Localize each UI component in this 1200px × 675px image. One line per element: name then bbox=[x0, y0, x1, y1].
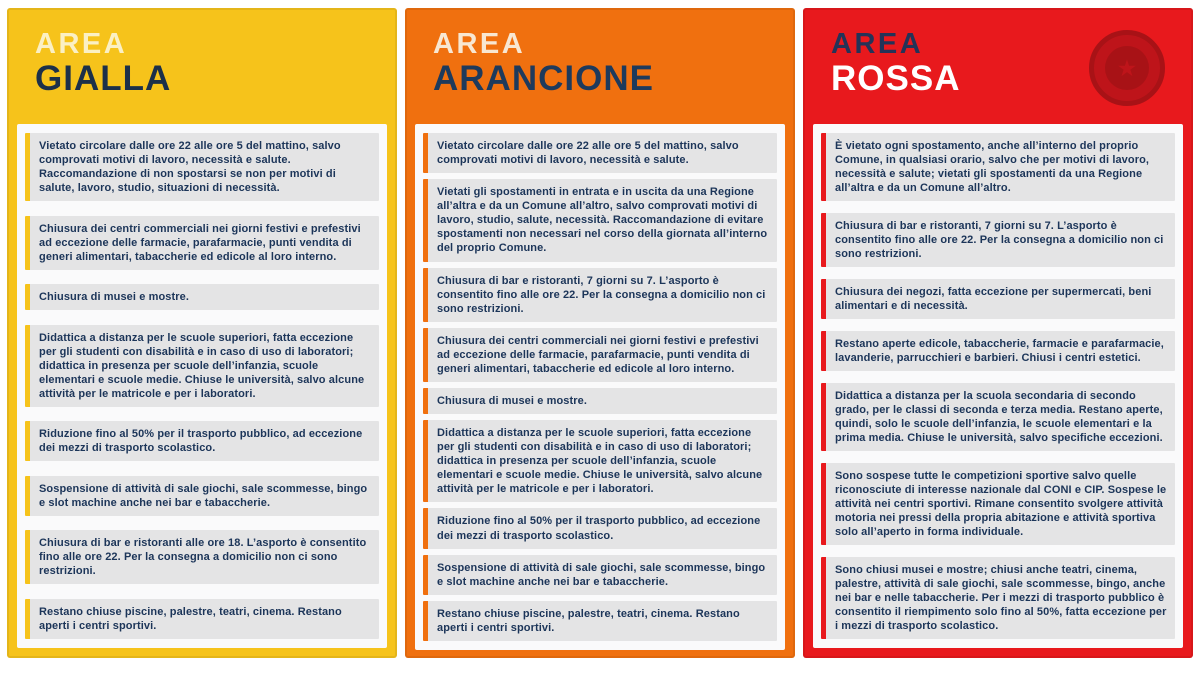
column-title-area: AREA bbox=[35, 28, 128, 60]
rule-item bbox=[423, 388, 777, 414]
rule-text: Vietato circolare dalle ore 22 alle ore 5 del mattino, salvo comprovati motivi di lavoro, necessità e salute. Raccomandazione di non spostarsi se non per motivi di salute, lavoro, studio, situazioni di necessità. bbox=[39, 140, 341, 195]
column-title-arancione: ARANCIONE bbox=[433, 59, 654, 99]
rule-text: Chiusura di musei e mostre. bbox=[437, 395, 588, 408]
rule-item bbox=[25, 530, 379, 584]
rule-text: Restano chiuse piscine, palestre, teatri, cinema. Restano aperti i centri sportivi. bbox=[39, 605, 342, 632]
rule-text: Chiusura di bar e ristoranti, 7 giorni su 7. L’asporto è consentito fino alle ore 22. Per la consegna a domicilio non ci sono restrizioni. bbox=[437, 274, 766, 315]
column-area-arancione bbox=[405, 8, 795, 658]
rule-text: Chiusura dei negozi, fatta eccezione per supermercati, beni alimentari e di necessità. bbox=[835, 285, 1152, 312]
rule-item bbox=[25, 421, 379, 461]
rule-item bbox=[821, 463, 1175, 545]
header-area-rossa bbox=[803, 8, 1193, 124]
rule-item bbox=[25, 216, 379, 270]
column-area-gialla bbox=[7, 8, 397, 658]
rule-text: Chiusura dei centri commerciali nei giorni festivi e prefestivi ad eccezione delle farmacie, parafarmacie, punti vendita di generi alimentari, tabaccherie ed edicole al loro interno. bbox=[39, 222, 361, 263]
rule-item bbox=[821, 557, 1175, 639]
rule-text: Chiusura di bar e ristoranti, 7 giorni su 7. L’asporto è consentito fino alle ore 22. Per la consegna a domicilio non ci sono restrizioni. bbox=[835, 219, 1164, 261]
column-area-rossa bbox=[803, 8, 1193, 658]
rule-item bbox=[25, 325, 379, 407]
rule-text: Didattica a distanza per la scuola secondaria di secondo grado, per le classi di seconda e terza media. Restano aperte, quindi, solo le scuole dell’infanzia, le scuole elementari e la prima media. Chiuse le università, salvo specifiche eccezioni. bbox=[835, 389, 1163, 444]
rule-text: Chiusura di musei e mostre. bbox=[39, 291, 190, 304]
rule-item bbox=[423, 601, 777, 641]
rule-item bbox=[25, 476, 379, 516]
header-area-arancione bbox=[405, 8, 795, 124]
government-seal-icon bbox=[1089, 30, 1165, 106]
rule-item bbox=[25, 599, 379, 639]
rule-item bbox=[821, 279, 1175, 319]
rule-text: Chiusura dei centri commerciali nei giorni festivi e prefestivi ad eccezione delle farmacie, parafarmacie, punti vendita di generi alimentari, tabaccherie ed edicole al loro interno. bbox=[437, 334, 759, 375]
rule-item bbox=[423, 179, 777, 261]
header-area-gialla bbox=[7, 8, 397, 124]
rule-text: Sospensione di attività di sale giochi, sale scommesse, bingo e slot machine anche nei bar e tabaccherie. bbox=[39, 482, 368, 509]
rule-item bbox=[423, 268, 777, 322]
rule-text: Chiusura di bar e ristoranti alle ore 18. L’asporto è consentito fino alle ore 22. Per la consegna a domicilio non ci sono restrizioni. bbox=[39, 537, 367, 578]
rule-text: Sono sospese tutte le competizioni sportive salvo quelle riconosciute di interesse nazionale dal CONI e CIP. Sospese le attività nei centri sportivi. Rimane consentito svolgere attività motoria nei pressi della propria abitazione e attività sportiva solo all’aperto in forma individuale. bbox=[835, 469, 1167, 538]
rule-text: Restano chiuse piscine, palestre, teatri, cinema. Restano aperti i centri sportivi. bbox=[437, 607, 740, 634]
rule-text: Riduzione fino al 50% per il trasporto pubblico, ad eccezione dei mezzi di trasporto scolastico. bbox=[39, 428, 363, 455]
rule-text: Riduzione fino al 50% per il trasporto pubblico, ad eccezione dei mezzi di trasporto scolastico. bbox=[437, 515, 761, 542]
rule-item bbox=[25, 133, 379, 201]
rule-item bbox=[821, 133, 1175, 201]
column-title-gialla: GIALLA bbox=[35, 59, 172, 99]
rules-panel-gialla bbox=[17, 124, 387, 648]
column-title-rossa: ROSSA bbox=[831, 59, 961, 99]
rule-text: Didattica a distanza per le scuole superiori, fatta eccezione per gli studenti con disabilità e in caso di uso di laboratori; didattica in presenza per scuole dell’infanzia, scuole elementari e scuole medie. Chiuse le università, salvo alcune attività per le matricole e per i laboratori. bbox=[39, 331, 365, 400]
government-seal-star-icon: ★ bbox=[1105, 46, 1149, 90]
rule-item bbox=[821, 213, 1175, 267]
rule-text: Sono chiusi musei e mostre; chiusi anche teatri, cinema, palestre, attività di sale giochi, sale scommesse, bingo, anche nei bar e nelle tabaccherie. Per i mezzi di trasporto pubblico è consentito il riempimento solo fino al 50%, fatta eccezione per i mezzi di trasporto scolastico. bbox=[835, 563, 1167, 632]
rule-item bbox=[423, 420, 777, 502]
rule-item bbox=[821, 383, 1175, 451]
rule-text: Didattica a distanza per le scuole superiori, fatta eccezione per gli studenti con disabilità e in caso di uso di laboratori; didattica in presenza per scuole dell’infanzia, scuole elementari e scuole medie. Chiuse le università, salvo alcune attività per le matricole e per i laboratori. bbox=[437, 427, 763, 496]
rule-item bbox=[423, 508, 777, 548]
rules-panel-rossa bbox=[813, 124, 1183, 648]
rule-text: Restano aperte edicole, tabaccherie, farmacie e parafarmacie, lavanderie, parrucchieri e barbieri. Chiusi i centri estetici. bbox=[835, 337, 1164, 364]
rule-text: È vietato ogni spostamento, anche all’interno del proprio Comune, in qualsiasi orario, salvo che per motivi di lavoro, necessità e salute; vietati gli spostamenti da una Regione all’altra e da un Comune all’altro. bbox=[835, 140, 1150, 195]
rule-text: Vietati gli spostamenti in entrata e in uscita da una Regione all’altra e da un Comune all’altro, salvo comprovati motivi di lavoro, studio, salute, necessità. Raccomandazione di evitare spostamenti non necessari nel corso della giornata all’interno del proprio Comune. bbox=[437, 186, 768, 255]
rule-item bbox=[423, 133, 777, 173]
rule-item bbox=[423, 555, 777, 595]
rule-item bbox=[25, 284, 379, 310]
column-title-area: AREA bbox=[433, 28, 526, 60]
rule-text: Vietato circolare dalle ore 22 alle ore 5 del mattino, salvo comprovati motivi di lavoro, necessità e salute. bbox=[437, 140, 739, 167]
rules-panel-arancione bbox=[415, 124, 785, 650]
rule-item bbox=[423, 328, 777, 382]
column-title-area: AREA bbox=[831, 28, 924, 60]
rule-item bbox=[821, 331, 1175, 371]
rule-text: Sospensione di attività di sale giochi, sale scommesse, bingo e slot machine anche nei bar e tabaccherie. bbox=[437, 561, 766, 588]
